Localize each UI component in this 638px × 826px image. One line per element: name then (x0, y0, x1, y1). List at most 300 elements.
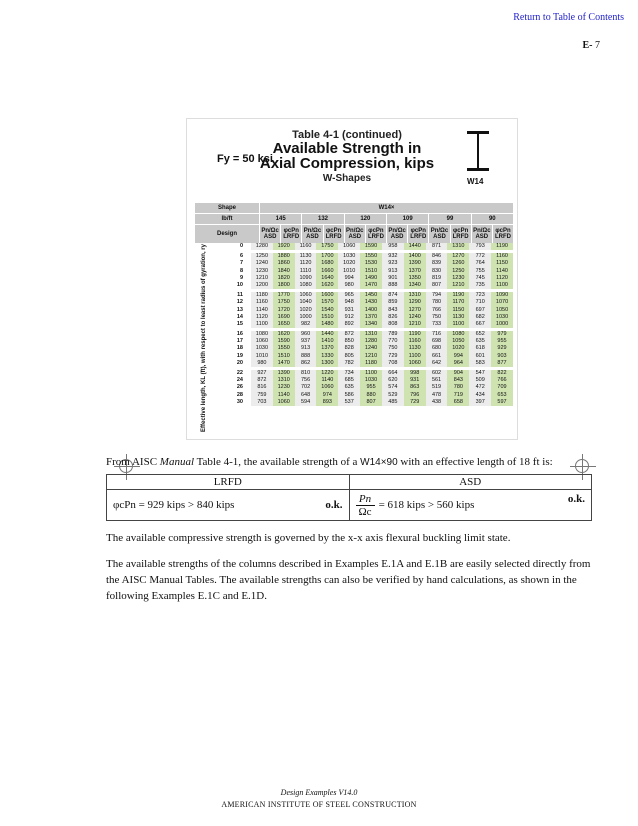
kl-value: 26 (236, 384, 243, 391)
kl-value: 11 (237, 292, 243, 299)
table-row (195, 282, 513, 289)
table-cell: 1030 (251, 345, 273, 352)
design-column-header: Pn/Ωc ASD (345, 225, 365, 243)
table-cell: 1370 (360, 314, 382, 321)
table-cell: 816 (251, 384, 273, 391)
y-axis-label: Effective length, KL (ft), with respect to least radius of gyration, ry (201, 244, 207, 432)
table-row (195, 314, 513, 321)
table-cell: 682 (469, 314, 491, 321)
table-row (195, 260, 513, 267)
kl-value: 16 (236, 331, 243, 338)
table-row (195, 307, 513, 314)
table-cell: 583 (469, 360, 491, 367)
table-cell: 872 (251, 377, 273, 384)
design-column-header: φcPn LRFD (451, 225, 471, 243)
table-cell: 1150 (447, 307, 469, 314)
table-cell: 1620 (316, 282, 338, 289)
table-cell: 931 (338, 307, 360, 314)
kl-value: 28 (236, 391, 243, 398)
table-cell: 680 (426, 345, 448, 352)
table-cell: 547 (469, 370, 491, 377)
table-cell: 1150 (491, 260, 513, 267)
table-cell: 509 (469, 377, 491, 384)
table-cell: 1250 (447, 268, 469, 275)
design-column-header: φcPn LRFD (324, 225, 344, 243)
table-row (195, 399, 513, 406)
w-shape-icon (467, 131, 489, 171)
footer-title: Design Examples V14.0 (280, 788, 358, 797)
table-cell: 888 (382, 282, 404, 289)
table-header: Shape W14× lb/ft 145 132 120 109 99 90 Design Pn/Ωc ASD φcPn LRFD Pn/Ωc ASD φcPn LRFD Pn/Ωc ASD φcPn LRFD Pn/Ωc ASD φcPn LRFD Pn/Ωc ASD φcPn LRFD Pn/Ωc ASD φcPn LRFD (195, 203, 513, 244)
table-cell: 948 (338, 299, 360, 306)
table-cell: 929 (491, 345, 513, 352)
table-cell: 1490 (360, 275, 382, 282)
table-cell: 1210 (447, 282, 469, 289)
table-cell: 982 (295, 321, 317, 328)
table-cell: 658 (447, 399, 469, 406)
design-column-header: Pn/Ωc ASD (472, 225, 492, 243)
table-cell: 1400 (404, 253, 426, 260)
table-row (195, 268, 513, 275)
table-cell: 1190 (447, 292, 469, 299)
table-cell: 653 (491, 392, 513, 399)
weight-header: 109 (387, 214, 428, 224)
table-cell: 994 (447, 353, 469, 360)
table-cell: 661 (426, 353, 448, 360)
table-cell: 397 (469, 399, 491, 406)
intro-line: From AISC Manual Table 4-1, the available strength of a W14×90 with an effective length of 18 ft is: (106, 456, 553, 468)
table-cell: 1140 (491, 268, 513, 275)
table-cell: 635 (338, 384, 360, 391)
table-cell: 1600 (316, 292, 338, 299)
table-cell: 719 (447, 392, 469, 399)
table-cell: 766 (491, 377, 513, 384)
table-cell: 716 (426, 331, 448, 338)
table-row (195, 338, 513, 345)
table-cell: 759 (251, 392, 273, 399)
table-cell: 805 (338, 353, 360, 360)
kl-value: 7 (239, 260, 243, 267)
table-cell: 1090 (295, 275, 317, 282)
table-cell: 1160 (251, 299, 273, 306)
table-cell: 734 (338, 370, 360, 377)
table-cell: 1470 (360, 282, 382, 289)
table-cell: 478 (426, 392, 448, 399)
table-cell: 1200 (251, 282, 273, 289)
table-cell: 913 (295, 345, 317, 352)
table-cell: 1280 (251, 243, 273, 250)
table-cell: 913 (382, 268, 404, 275)
table-cell: 828 (338, 345, 360, 352)
table-cell: 1040 (295, 299, 317, 306)
table-cell: 1370 (316, 345, 338, 352)
table-cell: 979 (491, 331, 513, 338)
table-cell: 1170 (447, 299, 469, 306)
kl-value: 9 (239, 274, 243, 281)
table-cell: 807 (360, 399, 382, 406)
table-cell: 1160 (295, 243, 317, 250)
table-cell: 1800 (273, 282, 295, 289)
table-cell: 850 (338, 338, 360, 345)
table-cell: 877 (491, 360, 513, 367)
table-cell: 1100 (447, 321, 469, 328)
table-row (195, 243, 513, 250)
weight-header: 90 (472, 214, 513, 224)
table-cell: 1840 (273, 268, 295, 275)
table-cell: 998 (404, 370, 426, 377)
table-cell: 703 (251, 399, 273, 406)
table-cell: 863 (404, 384, 426, 391)
table-cell: 1220 (316, 370, 338, 377)
table-cell: 1230 (251, 268, 273, 275)
table-row (195, 377, 513, 384)
table-cell: 1860 (273, 260, 295, 267)
table-cell: 594 (295, 399, 317, 406)
table-cell: 529 (382, 392, 404, 399)
table-cell: 872 (338, 331, 360, 338)
table-cell: 1310 (447, 243, 469, 250)
table-cell: 635 (469, 338, 491, 345)
table-cell: 1120 (491, 275, 513, 282)
table-cell: 1750 (273, 299, 295, 306)
table-cell: 846 (426, 253, 448, 260)
table-cell: 1400 (360, 307, 382, 314)
table-cell: 964 (447, 360, 469, 367)
table-cell: 756 (295, 377, 317, 384)
table-cell: 729 (404, 399, 426, 406)
table-cell: 780 (447, 384, 469, 391)
table-cell: 733 (426, 321, 448, 328)
table-cell: 955 (491, 338, 513, 345)
kl-value: 30 (236, 398, 243, 405)
table-cell: 1020 (447, 345, 469, 352)
design-column-header: φcPn LRFD (366, 225, 386, 243)
table-cell: 874 (382, 292, 404, 299)
table-cell: 932 (382, 253, 404, 260)
table-cell: 1550 (273, 345, 295, 352)
table-cell: 1130 (295, 253, 317, 260)
table-cell: 1050 (491, 307, 513, 314)
table-cell: 859 (382, 299, 404, 306)
page-number: E- 7 (582, 40, 600, 51)
table-cell: 1100 (360, 370, 382, 377)
weight-header: 120 (345, 214, 386, 224)
table-cell: 1080 (295, 282, 317, 289)
table-cell: 1570 (316, 299, 338, 306)
governing-statement: The available compressive strength is governed by the x-x axis flexural buckling limit state. (106, 532, 511, 544)
table-row (195, 253, 513, 260)
table-cell: 1350 (404, 275, 426, 282)
table-row (195, 275, 513, 282)
table-cell: 1390 (273, 370, 295, 377)
table-cell: 1100 (491, 282, 513, 289)
kl-value: 15 (236, 320, 243, 327)
table-cell: 537 (338, 399, 360, 406)
design-column-header: Pn/Ωc ASD (429, 225, 449, 243)
kl-value: 13 (236, 306, 243, 313)
table-cell: 1530 (360, 260, 382, 267)
table-cell: 903 (491, 353, 513, 360)
table-cell: 1060 (404, 360, 426, 367)
table-cell: 1390 (404, 260, 426, 267)
table-row (195, 321, 513, 328)
table-cell: 1160 (404, 338, 426, 345)
kl-value: 10 (236, 281, 243, 288)
design-column-header: φcPn LRFD (493, 225, 513, 243)
table-cell: 955 (360, 384, 382, 391)
table-cell: 1920 (273, 243, 295, 250)
table-cell: 830 (426, 268, 448, 275)
table-cell: 1370 (404, 268, 426, 275)
table-cell: 667 (469, 321, 491, 328)
table-row (195, 353, 513, 360)
table-cell: 937 (295, 338, 317, 345)
table-cell: 822 (491, 370, 513, 377)
table-cell: 1510 (273, 353, 295, 360)
table-cell: 770 (382, 338, 404, 345)
table-cell: 1770 (273, 292, 295, 299)
table-cell: 819 (426, 275, 448, 282)
table-cell: 1060 (295, 292, 317, 299)
table-cell: 766 (426, 307, 448, 314)
table-cell: 794 (426, 292, 448, 299)
asd-header: ASD (349, 475, 592, 490)
table-cell: 750 (426, 314, 448, 321)
table-cell: 755 (469, 268, 491, 275)
table-cell: 782 (338, 360, 360, 367)
table-cell: 892 (338, 321, 360, 328)
kl-value: 19 (236, 352, 243, 359)
table-title: Table 4-1 (continued) Available Strength in Axial Compression, kips W-Shapes (259, 129, 435, 184)
table-cell: 1240 (251, 260, 273, 267)
table-cell: 729 (382, 353, 404, 360)
kl-value: 6 (239, 253, 243, 260)
table-cell: 923 (382, 260, 404, 267)
table-cell: 1590 (273, 338, 295, 345)
table-cell: 750 (382, 345, 404, 352)
table-cell: 1880 (273, 253, 295, 260)
table-cell: 561 (426, 377, 448, 384)
table-cell: 862 (295, 360, 317, 367)
table-cell: 980 (251, 360, 273, 367)
table-row (195, 384, 513, 391)
kl-value: 17 (236, 338, 243, 345)
table-cell: 1140 (251, 307, 273, 314)
table-cell: 698 (426, 338, 448, 345)
table-row (195, 370, 513, 377)
design-column-header: Pn/Ωc ASD (302, 225, 322, 243)
table-cell: 1000 (295, 314, 317, 321)
table-cell: 888 (295, 353, 317, 360)
table-cell: 597 (491, 399, 513, 406)
table-cell: 1440 (404, 243, 426, 250)
table-row (195, 331, 513, 338)
return-to-toc-link[interactable]: Return to Table of Contents (513, 12, 624, 23)
table-cell: 965 (338, 292, 360, 299)
table-cell: 1430 (360, 299, 382, 306)
table-cell: 1680 (316, 260, 338, 267)
table-cell: 931 (404, 377, 426, 384)
table-row (195, 292, 513, 299)
table-cell: 1080 (251, 331, 273, 338)
table-cell: 745 (469, 275, 491, 282)
table-cell: 652 (469, 331, 491, 338)
fy-label: Fy = 50 ksi (217, 153, 273, 165)
asd-cell: $\frac{Pn}{\Omega c}$ = 618 kips > 560 kips o.k. (349, 490, 592, 521)
weight-header: 132 (302, 214, 343, 224)
table-row (195, 360, 513, 367)
kl-value: 14 (236, 313, 243, 320)
table-cell: 1080 (447, 331, 469, 338)
table-cell: 793 (469, 243, 491, 250)
table-cell: 1690 (273, 314, 295, 321)
table-cell: 1330 (316, 353, 338, 360)
table-cell: 927 (251, 370, 273, 377)
table-cell: 1700 (316, 253, 338, 260)
table-cell: 1310 (273, 377, 295, 384)
table-cell: 1060 (273, 399, 295, 406)
table-cell: 620 (382, 377, 404, 384)
table-cell: 1480 (316, 321, 338, 328)
table-cell: 1590 (360, 243, 382, 250)
table-cell: 602 (426, 370, 448, 377)
table-cell: 1510 (316, 314, 338, 321)
table-cell: 893 (316, 399, 338, 406)
table-cell: 472 (469, 384, 491, 391)
table-cell: 723 (469, 292, 491, 299)
table-cell: 1020 (338, 260, 360, 267)
table-cell: 1190 (491, 243, 513, 250)
table-cell: 618 (469, 345, 491, 352)
table-cell: 1290 (404, 299, 426, 306)
table-row (195, 392, 513, 399)
table-cell: 974 (316, 392, 338, 399)
kl-value: 24 (236, 377, 243, 384)
table-cell: 1660 (316, 268, 338, 275)
weight-header: 145 (260, 214, 301, 224)
table-cell: 1140 (316, 377, 338, 384)
table-cell: 960 (295, 331, 317, 338)
table-cell: 1470 (273, 360, 295, 367)
table-cell: 1030 (491, 314, 513, 321)
table-cell: 1270 (447, 253, 469, 260)
table-cell: 994 (338, 275, 360, 282)
table-cell: 1100 (251, 321, 273, 328)
table-cell: 980 (338, 282, 360, 289)
table-cell: 1550 (360, 253, 382, 260)
table-cell: 1640 (316, 275, 338, 282)
table-cell: 772 (469, 253, 491, 260)
table-grid (195, 243, 513, 406)
shape-tag: W14 (467, 177, 484, 186)
table-cell: 685 (338, 377, 360, 384)
design-column-header: φcPn LRFD (281, 225, 301, 243)
table-cell: 1340 (360, 321, 382, 328)
table-cell: 642 (426, 360, 448, 367)
table-cell: 1340 (404, 282, 426, 289)
table-cell: 1060 (251, 338, 273, 345)
table-cell: 485 (382, 399, 404, 406)
table-cell: 1000 (491, 321, 513, 328)
body-paragraph: The available strengths of the columns described in Examples E.1A and E.1B are easily selected directly from the AISC Manual Tables. The available strengths can also be verified by hand calculations, as shown in the following Examples E.1C and E.1D. (106, 558, 591, 602)
table-cell: 1100 (404, 353, 426, 360)
table-cell: 735 (469, 282, 491, 289)
table-cell: 1050 (447, 338, 469, 345)
weight-header: 99 (429, 214, 470, 224)
table-cell: 1060 (316, 384, 338, 391)
table-cell: 586 (338, 392, 360, 399)
table-cell: 1300 (316, 360, 338, 367)
table-cell: 1450 (360, 292, 382, 299)
table-cell: 1210 (404, 321, 426, 328)
lrfd-header: LRFD (107, 475, 350, 490)
table-cell: 904 (447, 370, 469, 377)
table-cell: 1180 (360, 360, 382, 367)
table-cell: 1260 (447, 260, 469, 267)
table-cell: 708 (382, 360, 404, 367)
table-cell: 1060 (338, 243, 360, 250)
table-row (195, 345, 513, 352)
table-cell: 1540 (316, 307, 338, 314)
table-cell: 1160 (491, 253, 513, 260)
table-cell: 1020 (295, 307, 317, 314)
table-cell: 807 (426, 282, 448, 289)
table-cell: 1140 (273, 392, 295, 399)
table-cell: 1110 (295, 268, 317, 275)
table-cell: 843 (447, 377, 469, 384)
table-cell: 1440 (316, 331, 338, 338)
table-cell: 839 (426, 260, 448, 267)
table-cell: 702 (295, 384, 317, 391)
lrfd-asd-comparison (106, 474, 592, 521)
table-cell: 1010 (251, 353, 273, 360)
table-cell: 664 (382, 370, 404, 377)
table-cell: 810 (295, 370, 317, 377)
design-column-header: Pn/Ωc ASD (260, 225, 280, 243)
kl-value: 8 (239, 267, 243, 274)
table-cell: 1240 (360, 345, 382, 352)
table-cell: 434 (469, 392, 491, 399)
table-cell: 780 (426, 299, 448, 306)
kl-value: 18 (236, 345, 243, 352)
table-cell: 1280 (360, 338, 382, 345)
table-cell: 764 (469, 260, 491, 267)
kl-value: 22 (236, 370, 243, 376)
table-cell: 796 (404, 392, 426, 399)
table-cell: 710 (469, 299, 491, 306)
footer-org: AMERICAN INSTITUTE OF STEEL CONSTRUCTION (221, 800, 417, 809)
table-cell: 1120 (251, 314, 273, 321)
table-cell: 1250 (251, 253, 273, 260)
table-cell: 1180 (251, 292, 273, 299)
kl-value: 0 (239, 243, 243, 249)
table-cell: 1130 (404, 345, 426, 352)
table-cell: 1210 (251, 275, 273, 282)
table-row (195, 299, 513, 306)
kl-value: 12 (236, 299, 243, 306)
table-cell: 1230 (447, 275, 469, 282)
table-cell: 574 (382, 384, 404, 391)
table-cell: 1410 (316, 338, 338, 345)
table-cell: 519 (426, 384, 448, 391)
table-cell: 871 (426, 243, 448, 250)
kl-value: 20 (236, 359, 243, 366)
table-cell: 1620 (273, 331, 295, 338)
table-cell: 1030 (338, 253, 360, 260)
table-cell: 697 (469, 307, 491, 314)
table-cell: 1010 (338, 268, 360, 275)
table-4-1-image (186, 118, 518, 440)
